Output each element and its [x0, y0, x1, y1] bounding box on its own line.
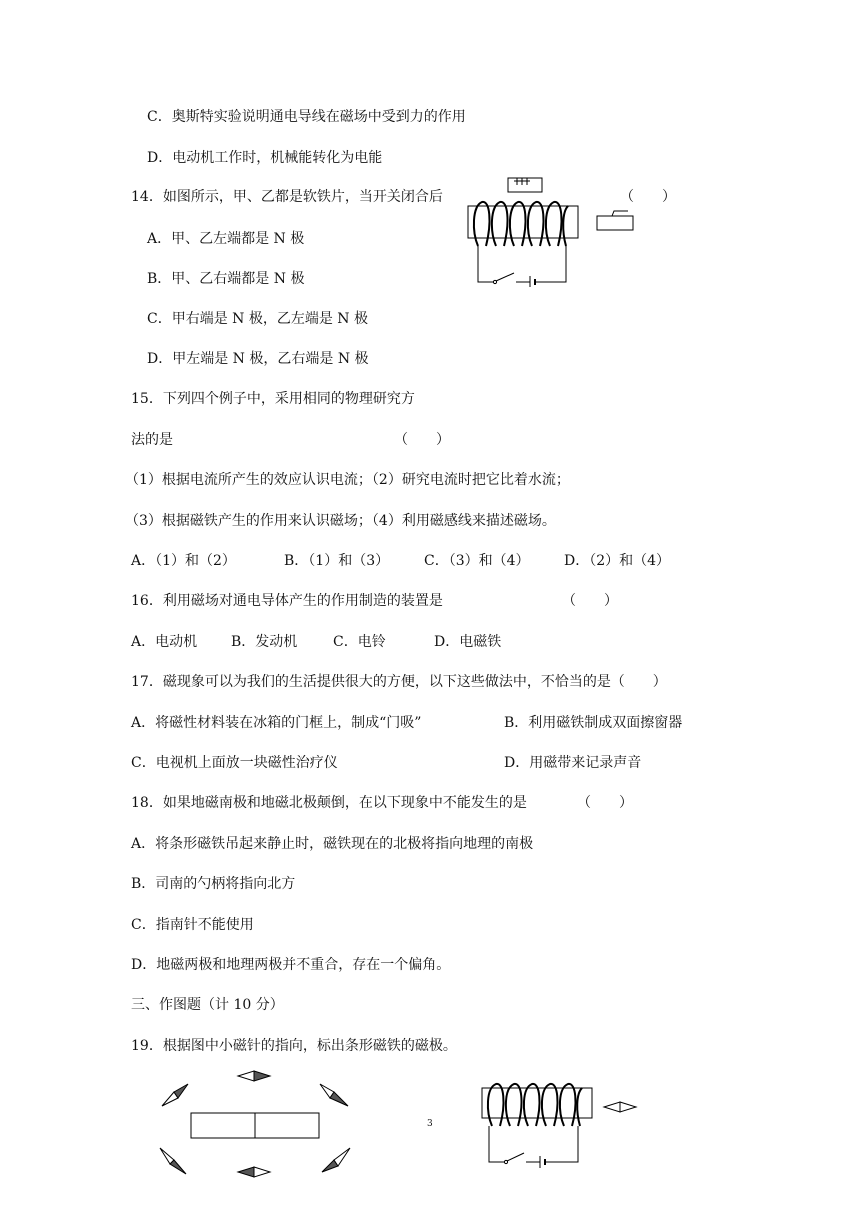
q14-option-a: A．甲、乙左端都是 N 极	[147, 231, 305, 247]
q16-option-c: C．电铃	[333, 634, 386, 650]
q14-option-b: B．甲、乙右端都是 N 极	[147, 271, 305, 287]
q15-item-line1: （1）根据电流所产生的效应认识电流；（2）研究电流时把它比着水流；	[125, 472, 570, 488]
switch	[496, 273, 514, 281]
q14-soft-iron-yi	[594, 208, 638, 234]
q13-option-d: D．电动机工作时，机械能转化为电能	[147, 150, 383, 166]
q16-option-d: D．电磁铁	[434, 634, 502, 650]
q15-option-a: A．（1）和（2）	[131, 553, 236, 569]
q18-option-c: C．指南针不能使用	[131, 917, 254, 933]
q16-bracket: （ ）	[562, 593, 618, 609]
q14-option-c: C．甲右端是 N 极，乙左端是 N 极	[147, 311, 369, 327]
q14-bracket: （ ）	[620, 189, 676, 205]
q14-stem: 14．如图所示，甲、乙都是软铁片，当开关闭合后	[131, 189, 443, 205]
q15-option-c: C．（3）和（4）	[424, 553, 530, 569]
q13-option-c: C．奥斯特实验说明通电导线在磁场中受到力的作用	[147, 109, 466, 125]
q19-stem: 19．根据图中小磁针的指向，标出条形磁铁的磁极。	[131, 1038, 457, 1054]
q18-stem: 18．如果地磁南极和地磁北极颠倒，在以下现象中不能发生的是	[131, 795, 527, 811]
q17-option-d: D．用磁带来记录声音	[504, 755, 642, 771]
q17-option-c: C．电视机上面放一块磁性治疗仪	[131, 755, 338, 771]
q15-stem-line2: 法的是	[131, 432, 173, 448]
compass-needle-bottom-left-icon	[160, 1148, 186, 1174]
q19-bar-magnet-figure	[158, 1068, 358, 1178]
q16-option-b: B．发动机	[231, 634, 298, 650]
compass-needle-top-icon	[238, 1071, 270, 1081]
q18-option-b: B．司南的勺柄将指向北方	[131, 876, 296, 892]
q16-option-a: A．电动机	[131, 634, 198, 650]
soft-iron-jia	[508, 178, 542, 192]
q15-option-b: B．（1）和（3）	[284, 553, 390, 569]
compass-needle-top-right-icon	[320, 1084, 348, 1106]
q15-option-d: D．（2）和（4）	[564, 553, 671, 569]
compass-needle-bottom-icon	[238, 1167, 270, 1177]
compass-needle-right-icon	[604, 1102, 636, 1112]
q19-electromagnet-figure	[478, 1076, 653, 1176]
q16-stem: 16．利用磁场对通电导体产生的作用制造的装置是	[131, 593, 443, 609]
section3-title: 三、作图题（计 10 分）	[131, 997, 284, 1013]
switch	[507, 1153, 524, 1161]
q15-item-line2: （3）根据磁铁产生的作用来认识磁场；（4）利用磁感线来描述磁场。	[125, 513, 556, 529]
compass-needle-bottom-right-icon	[322, 1148, 350, 1172]
compass-needle-top-left-icon	[162, 1084, 188, 1106]
q17-stem: 17．磁现象可以为我们的生活提供很大的方便，以下这些做法中，不恰当的是（ ）	[131, 674, 667, 690]
q18-bracket: （ ）	[577, 795, 633, 811]
q15-bracket: （ ）	[394, 432, 450, 448]
q14-option-d: D．甲左端是 N 极，乙右端是 N 极	[147, 351, 369, 367]
q18-option-a: A．将条形磁铁吊起来静止时，磁铁现在的北极将指向地理的南极	[131, 836, 534, 852]
page-number: 3	[427, 1119, 433, 1129]
q17-option-a: A．将磁性材料装在冰箱的门框上，制成“门吸”	[131, 715, 422, 731]
q18-option-d: D．地磁两极和地理两极并不重合，存在一个偏角。	[131, 957, 451, 973]
q17-option-b: B．利用磁铁制成双面擦窗器	[504, 715, 683, 731]
q15-stem-line1: 15．下列四个例子中，采用相同的物理研究方	[131, 391, 415, 407]
